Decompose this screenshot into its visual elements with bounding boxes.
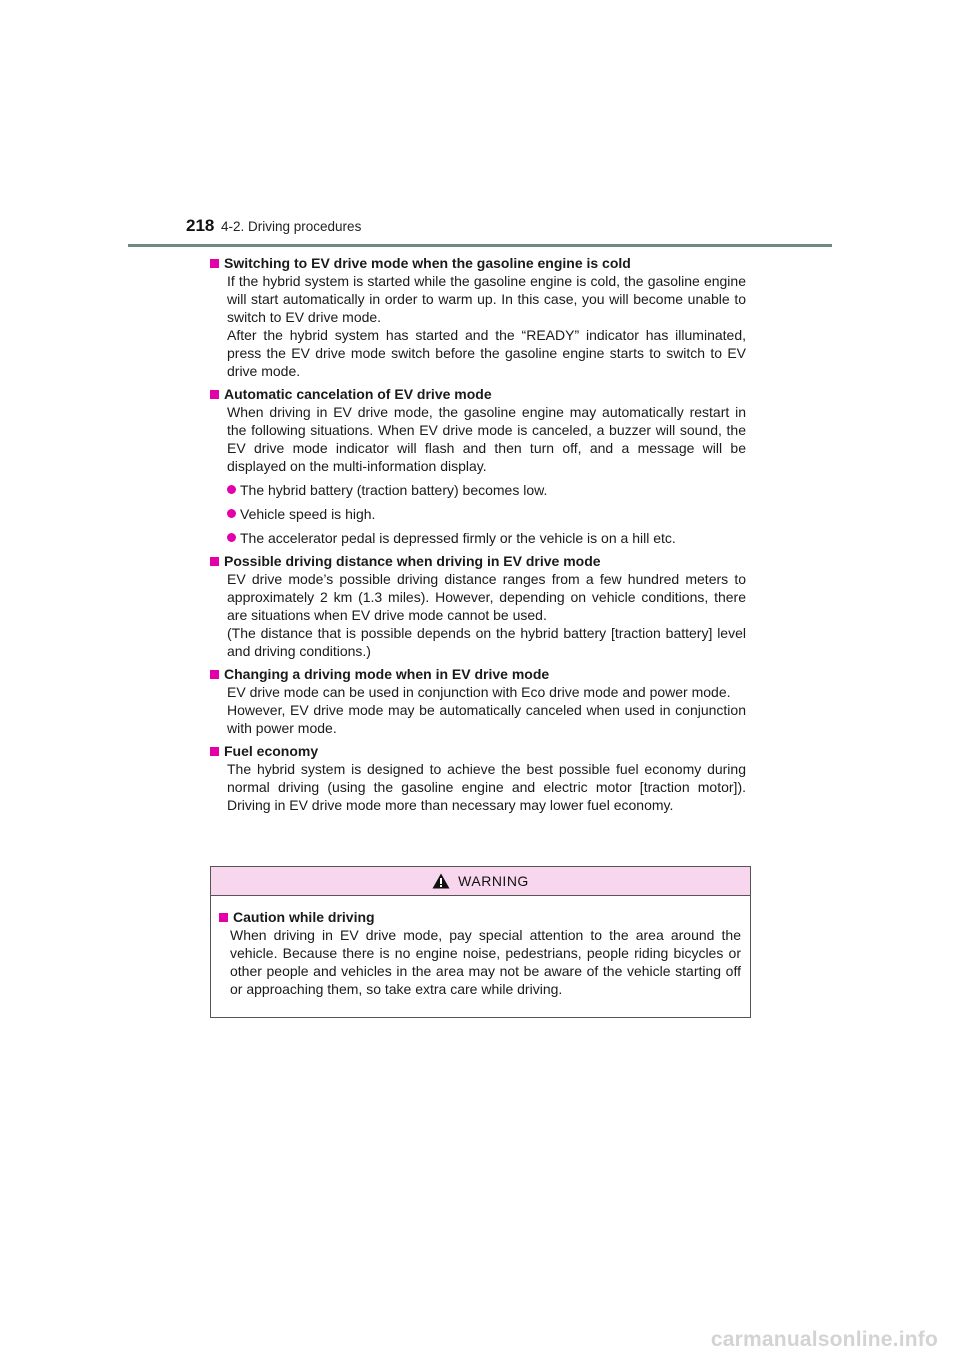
section-paragraph: EV drive mode can be used in conjunction with Eco drive mode and power mode. <box>227 684 731 700</box>
section-title: Automatic cancelation of EV drive mode <box>224 386 492 402</box>
main-content <box>210 254 746 819</box>
page-header <box>186 216 361 236</box>
circle-bullet-icon <box>227 533 236 542</box>
warning-header <box>211 867 750 896</box>
section-title: Fuel economy <box>224 743 319 759</box>
section-title: Changing a driving mode when in EV drive mode <box>224 666 550 682</box>
section-paragraph: After the hybrid system has started and the “READY” indicator has illuminated, press the EV drive mode switch before the gasoline engine starts to switch to EV drive mode. <box>227 327 746 379</box>
section-ev-cold-engine <box>210 254 746 380</box>
square-bullet-icon <box>210 670 219 679</box>
list-item-text: The hybrid battery (traction battery) becomes low. <box>240 482 548 498</box>
warning-title: Caution while driving <box>233 909 375 925</box>
section-paragraph: (The distance that is possible depends on the hybrid battery [traction battery] level and driving conditions.) <box>227 625 746 659</box>
warning-triangle-icon <box>432 873 450 889</box>
section-changing-mode <box>210 665 746 737</box>
section-paragraph: EV drive mode’s possible driving distance ranges from a few hundred meters to approximately 2 km (1.3 miles). However, depending on vehicle conditions, there are situations when EV drive mode cannot be used. <box>227 571 746 623</box>
list-item <box>227 529 746 547</box>
circle-bullet-icon <box>227 509 236 518</box>
section-paragraph: The hybrid system is designed to achieve the best possible fuel economy during normal driving (using the gasoline engine and electric motor [traction motor]). Driving in EV drive mode more than necessary may lower fuel economy. <box>227 761 746 813</box>
section-title: Switching to EV drive mode when the gasoline engine is cold <box>224 255 631 271</box>
section-title: Possible driving distance when driving in EV drive mode <box>224 553 601 569</box>
watermark: carmanualsonline.info <box>710 1328 938 1351</box>
section-auto-cancel <box>210 385 746 547</box>
page-number: 218 <box>186 216 215 235</box>
section-paragraph: If the hybrid system is started while the gasoline engine is cold, the gasoline engine will start automatically in order to warm up. In this case, you will become unable to switch to EV drive mode. <box>227 273 746 325</box>
square-bullet-icon <box>210 259 219 268</box>
section-fuel-economy <box>210 742 746 814</box>
square-bullet-icon <box>210 557 219 566</box>
warning-text: When driving in EV drive mode, pay special attention to the area around the vehicle. Because there is no engine noise, pedestrians, people riding bicycles or other people and vehicles in the area may not be aware of the vehicle starting off or approaching them, so take extra care while driving. <box>230 927 741 997</box>
list-item-text: The accelerator pedal is depressed firmly or the vehicle is on a hill etc. <box>240 530 676 546</box>
square-bullet-icon <box>210 390 219 399</box>
warning-body <box>211 896 750 998</box>
warning-box <box>210 866 751 1018</box>
section-paragraph: When driving in EV drive mode, the gasoline engine may automatically restart in the following situations. When EV drive mode is canceled, a buzzer will sound, the EV drive mode indicator will flash and then turn off, and a message will be displayed on the multi-information display. <box>227 404 746 474</box>
square-bullet-icon <box>219 913 228 922</box>
list-item <box>227 481 746 499</box>
header-rule <box>128 244 832 247</box>
list-item <box>227 505 746 523</box>
square-bullet-icon <box>210 747 219 756</box>
circle-bullet-icon <box>227 485 236 494</box>
warning-label: WARNING <box>458 873 529 889</box>
chapter-title: 4-2. Driving procedures <box>221 219 362 234</box>
list-item-text: Vehicle speed is high. <box>240 506 376 522</box>
section-driving-distance <box>210 552 746 660</box>
section-paragraph: However, EV drive mode may be automatically canceled when used in conjunction with power mode. <box>227 702 746 736</box>
